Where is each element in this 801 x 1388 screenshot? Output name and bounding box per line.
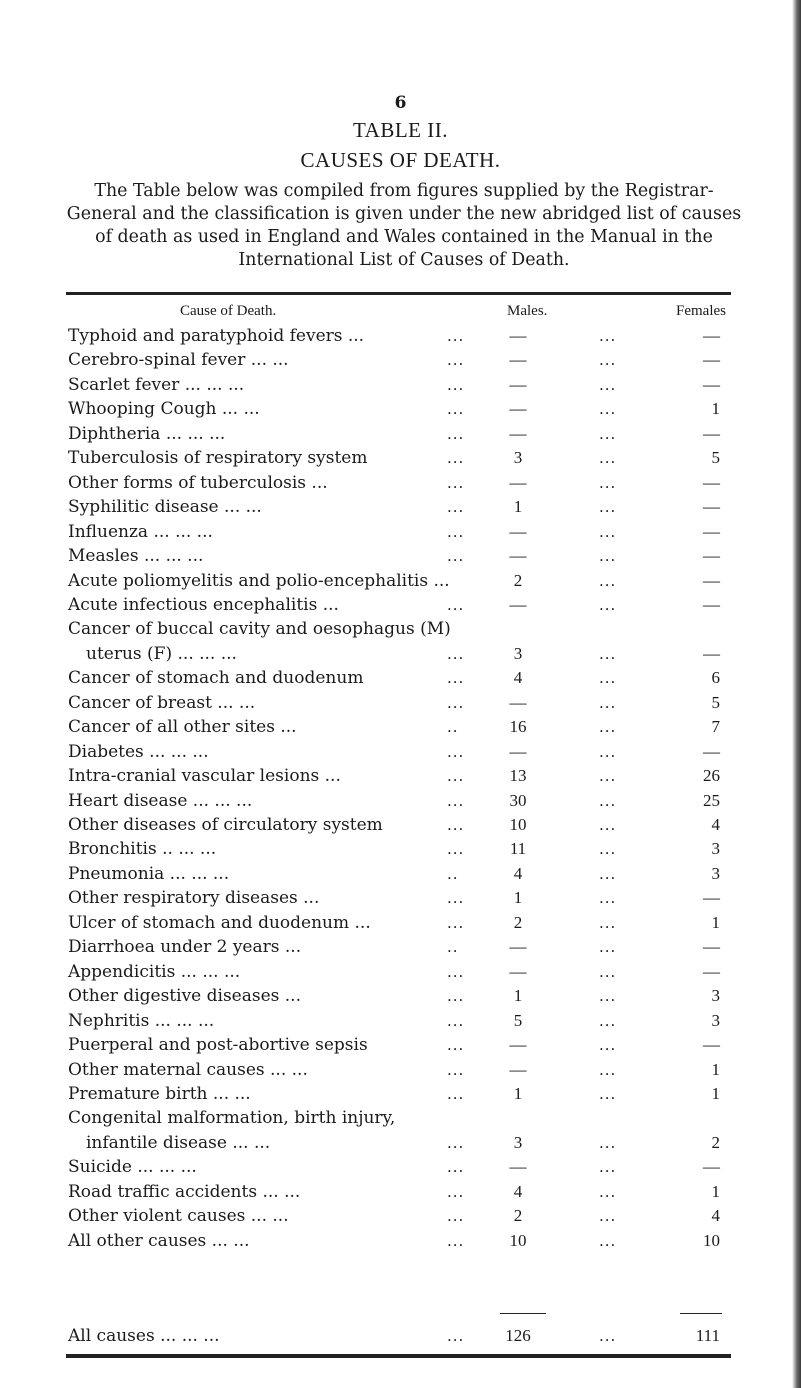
- leader-dots: ...: [447, 767, 465, 786]
- females-count: —: [703, 326, 720, 345]
- table-row: [0, 324, 801, 348]
- females-count: 1: [711, 1083, 720, 1103]
- leader-dots: ...: [599, 473, 617, 492]
- leader-dots: ...: [447, 596, 465, 614]
- table-row: [0, 544, 801, 568]
- cause-label: Other maternal causes ... ...: [68, 1059, 308, 1080]
- table-row: [0, 740, 801, 764]
- leader-dots: ...: [599, 962, 617, 981]
- table-row: [0, 789, 801, 813]
- cause-label: Acute infectious encephalitis ...: [68, 595, 339, 615]
- males-count: 2: [513, 1206, 523, 1226]
- leader-dots: ...: [599, 375, 617, 394]
- males-count: 1: [513, 888, 523, 908]
- leader-dots: ...: [447, 1011, 465, 1030]
- cause-label: Other diseases of circulatory system: [68, 815, 383, 835]
- cause-label: Diabetes ... ... ...: [68, 741, 209, 762]
- leader-dots: ...: [447, 498, 465, 517]
- leader-dots: ...: [599, 718, 617, 737]
- males-count: 10: [509, 815, 527, 834]
- leader-dots: ...: [447, 1231, 465, 1250]
- table-row: [0, 495, 801, 519]
- males-count: —: [509, 521, 527, 541]
- cause-label: Cancer of buccal cavity and oesophagus (M): [68, 619, 451, 640]
- cause-label: Premature birth ... ...: [68, 1083, 251, 1104]
- table-row: [0, 1204, 801, 1228]
- leader-dots: ...: [447, 913, 465, 932]
- leader-dots: ...: [447, 1133, 465, 1152]
- table-row: [0, 642, 801, 666]
- leader-dots: ...: [447, 1060, 465, 1079]
- females-count: 2: [711, 1132, 720, 1152]
- table-row: [0, 1106, 801, 1130]
- table-row: [0, 397, 801, 421]
- cause-label: Typhoid and paratyphoid fevers ...: [68, 326, 365, 346]
- males-count: —: [509, 326, 527, 345]
- females-count: —: [703, 472, 720, 492]
- females-count: —: [703, 643, 720, 663]
- males-count: —: [509, 961, 527, 981]
- leader-dots: ...: [599, 1207, 617, 1226]
- males-count: —: [509, 374, 527, 394]
- table-bottom-rule: [66, 1354, 731, 1358]
- leader-dots: ...: [447, 351, 465, 370]
- females-count: 3: [711, 986, 720, 1006]
- table-row: [0, 373, 801, 397]
- females-sum-rule: [680, 1313, 722, 1314]
- table-row: [0, 1009, 801, 1033]
- males-count: —: [509, 350, 527, 370]
- females-count: 3: [711, 839, 720, 859]
- males-count: —: [509, 741, 527, 761]
- males-count: 1: [513, 1083, 523, 1103]
- males-sum-rule: [500, 1313, 546, 1314]
- females-count: 25: [703, 790, 720, 810]
- table-row: [0, 886, 801, 910]
- cause-label: Diarrhoea under 2 years ...: [68, 937, 302, 958]
- leader-dots: ...: [599, 693, 617, 712]
- cause-label: Whooping Cough ... ...: [68, 399, 260, 420]
- males-count: 30: [509, 790, 527, 810]
- leader-dots: ...: [447, 547, 465, 565]
- table-row: [0, 520, 801, 544]
- table-row: [0, 1155, 801, 1179]
- leader-dots: ...: [599, 840, 617, 859]
- leader-dots: ...: [447, 987, 465, 1006]
- females-count: 1: [711, 399, 720, 419]
- leader-dots: ...: [447, 1036, 465, 1054]
- page-number: 6: [394, 93, 407, 113]
- males-count: 10: [509, 1230, 527, 1250]
- table-row: [0, 960, 801, 984]
- cause-label: Other violent causes ... ...: [68, 1206, 289, 1227]
- leader-dots: ...: [447, 449, 465, 468]
- leader-dots: ...: [447, 840, 465, 859]
- females-count: 5: [711, 692, 720, 712]
- cause-label: Syphilitic disease ... ...: [68, 497, 262, 518]
- males-count: 2: [513, 570, 523, 590]
- leader-dots: ...: [599, 1182, 617, 1201]
- cause-label: Nephritis ... ... ...: [68, 1010, 215, 1031]
- males-count: 3: [513, 448, 523, 468]
- males-count: —: [509, 1035, 527, 1054]
- females-count: —: [703, 1035, 720, 1054]
- males-count: 5: [513, 1010, 523, 1030]
- table-row: [0, 911, 801, 935]
- leader-dots: ...: [599, 424, 617, 443]
- table-row: [0, 1180, 801, 1204]
- males-count: 16: [509, 717, 527, 737]
- females-count: —: [703, 937, 720, 957]
- males-count: —: [509, 472, 527, 492]
- leader-dots: ...: [447, 1207, 465, 1226]
- cause-label: Cancer of breast ... ...: [68, 692, 256, 713]
- leader-dots: ...: [599, 571, 617, 590]
- cause-label: Ulcer of stomach and duodenum ...: [68, 912, 371, 933]
- table-row: [0, 666, 801, 690]
- table-row: [0, 813, 801, 837]
- females-count: 3: [711, 863, 720, 883]
- females-count: —: [703, 374, 720, 394]
- cause-label: Cancer of stomach and duodenum: [68, 668, 364, 689]
- leader-dots: ...: [447, 375, 465, 394]
- females-count: —: [703, 570, 720, 590]
- leader-dots: ...: [599, 938, 617, 957]
- leader-dots: ...: [599, 767, 617, 786]
- leader-dots: ...: [599, 449, 617, 468]
- table-row: [0, 617, 801, 641]
- leader-dots: ...: [599, 742, 617, 761]
- leader-dots: ...: [447, 1182, 465, 1201]
- leader-dots: ...: [599, 669, 617, 688]
- table-row: [0, 1082, 801, 1106]
- leader-dots: ...: [599, 1158, 617, 1177]
- males-count: —: [509, 546, 527, 565]
- males-count: —: [509, 937, 527, 957]
- males-count: 3: [513, 643, 523, 663]
- intro-paragraph: The Table below was compiled from figures supplied by the Registrar-General and the classification is given under the new abridged list of causes of death as used in England and Wales contained in the Manual in the International List of Causes of Death.: [66, 181, 742, 270]
- table-row: [0, 569, 801, 593]
- leader-dots: ...: [447, 1158, 465, 1177]
- females-count: —: [703, 741, 720, 761]
- leader-dots: ...: [599, 1060, 617, 1079]
- males-count: —: [509, 423, 527, 443]
- leader-dots: ...: [447, 791, 465, 810]
- males-count: 1: [513, 986, 523, 1006]
- females-count: —: [703, 350, 720, 370]
- males-count: —: [509, 399, 527, 419]
- females-count: 4: [711, 815, 720, 834]
- males-count: 2: [513, 912, 523, 932]
- leader-dots: ...: [447, 1084, 465, 1103]
- females-count: —: [703, 888, 720, 908]
- females-count: 1: [711, 912, 720, 932]
- table-row: [0, 593, 801, 617]
- leader-dots: ...: [447, 327, 465, 345]
- cause-label: Bronchitis .. ... ...: [68, 839, 217, 860]
- males-count: 4: [513, 1181, 523, 1201]
- leader-dots: ...: [447, 693, 465, 712]
- leader-dots: ...: [599, 889, 617, 908]
- cause-label: Intra-cranial vascular lesions ...: [68, 766, 341, 787]
- cause-label: Other respiratory diseases ...: [68, 888, 320, 909]
- cause-label: infantile disease ... ...: [86, 1132, 271, 1153]
- table-title: TABLE II.: [353, 118, 448, 142]
- females-total: 111: [695, 1326, 720, 1345]
- females-count: 10: [703, 1230, 720, 1250]
- leader-dots: ...: [599, 327, 617, 345]
- table-subtitle: CAUSES OF DEATH.: [300, 148, 501, 172]
- leader-dots: ...: [447, 522, 465, 541]
- cause-label: Influenza ... ... ...: [68, 521, 213, 542]
- leader-dots: ...: [447, 473, 465, 492]
- leader-dots: ...: [447, 1327, 465, 1345]
- cause-label: Acute poliomyelitis and polio-encephalitis ...: [68, 570, 450, 591]
- males-total: 126: [505, 1326, 531, 1345]
- table-row: [0, 1058, 801, 1082]
- leader-dots: ...: [599, 913, 617, 932]
- females-count: —: [703, 1157, 720, 1177]
- leader-dots: ...: [599, 864, 617, 883]
- table-row: [0, 446, 801, 470]
- males-count: 1: [513, 497, 523, 517]
- table-row: [0, 764, 801, 788]
- males-count: —: [509, 595, 527, 614]
- table-row: [0, 422, 801, 446]
- table-row: [0, 1131, 801, 1155]
- table-row: [0, 935, 801, 959]
- cause-label: All causes ... ... ...: [68, 1326, 220, 1346]
- cause-label: Cancer of all other sites ...: [68, 717, 297, 738]
- females-count: 7: [711, 717, 720, 737]
- leader-dots: ...: [599, 547, 617, 565]
- males-count: —: [509, 1157, 527, 1177]
- column-header-cause: Cause of Death.: [180, 303, 277, 319]
- females-count: 26: [703, 766, 720, 786]
- leader-dots: ...: [599, 1327, 617, 1345]
- cause-label: Heart disease ... ... ...: [68, 790, 253, 811]
- table-row: [0, 1229, 801, 1253]
- leader-dots: ...: [447, 669, 465, 688]
- females-count: 5: [711, 448, 720, 468]
- leader-dots: ..: [447, 864, 459, 883]
- table-row: [0, 837, 801, 861]
- cause-label: All other causes ... ...: [68, 1230, 250, 1251]
- females-count: 1: [711, 1181, 720, 1201]
- leader-dots: ...: [599, 791, 617, 810]
- leader-dots: ...: [447, 742, 465, 761]
- females-count: —: [703, 497, 720, 517]
- table-row-total: [0, 1324, 801, 1348]
- leader-dots: ...: [599, 1133, 617, 1152]
- leader-dots: ...: [447, 816, 465, 834]
- males-count: 3: [513, 1132, 523, 1152]
- males-count: 13: [509, 766, 527, 786]
- table-row: [0, 715, 801, 739]
- leader-dots: ...: [599, 498, 617, 517]
- leader-dots: ...: [599, 644, 617, 663]
- females-count: —: [703, 521, 720, 541]
- males-count: 11: [509, 839, 527, 859]
- cause-label: Measles ... ... ...: [68, 546, 204, 566]
- leader-dots: ...: [447, 644, 465, 663]
- leader-dots: ..: [447, 938, 459, 957]
- leader-dots: ...: [599, 522, 617, 541]
- males-count: 4: [513, 668, 523, 688]
- table-row: [0, 348, 801, 372]
- column-header-females: Females: [676, 303, 726, 319]
- cause-label: Diphtheria ... ... ...: [68, 423, 226, 444]
- females-count: 4: [711, 1206, 720, 1226]
- column-header-males: Males.: [507, 303, 548, 319]
- cause-label: Puerperal and post-abortive sepsis: [68, 1035, 368, 1055]
- leader-dots: ..: [447, 718, 459, 737]
- table-row: [0, 1033, 801, 1057]
- cause-label: Road traffic accidents ... ...: [68, 1181, 301, 1202]
- cause-label: uterus (F) ... ... ...: [86, 643, 237, 664]
- leader-dots: ...: [599, 1036, 617, 1054]
- cause-label: Tuberculosis of respiratory system: [68, 448, 368, 469]
- leader-dots: ...: [599, 596, 617, 614]
- cause-label: Suicide ... ... ...: [68, 1157, 197, 1178]
- table-row: [0, 862, 801, 886]
- females-count: —: [703, 546, 720, 565]
- cause-label: Congenital malformation, birth injury,: [68, 1108, 396, 1129]
- cause-label: Cerebro-spinal fever ... ...: [68, 350, 289, 371]
- cause-label: Appendicitis ... ... ...: [68, 961, 241, 982]
- table-row: [0, 471, 801, 495]
- females-count: —: [703, 961, 720, 981]
- leader-dots: ...: [599, 1011, 617, 1030]
- cause-label: Other forms of tuberculosis ...: [68, 472, 328, 493]
- leader-dots: ...: [599, 351, 617, 370]
- males-count: —: [509, 1059, 527, 1079]
- cause-label: Scarlet fever ... ... ...: [68, 374, 245, 395]
- table-row: [0, 691, 801, 715]
- table-row: [0, 984, 801, 1008]
- leader-dots: ...: [599, 1231, 617, 1250]
- females-count: 6: [711, 668, 720, 688]
- leader-dots: ...: [599, 987, 617, 1006]
- females-count: —: [703, 423, 720, 443]
- females-count: 1: [711, 1059, 720, 1079]
- leader-dots: ...: [599, 816, 617, 834]
- males-count: 4: [513, 863, 523, 883]
- females-count: 3: [711, 1010, 720, 1030]
- males-count: —: [509, 692, 527, 712]
- leader-dots: ...: [447, 962, 465, 981]
- cause-label: Pneumonia ... ... ...: [68, 863, 230, 884]
- leader-dots: ...: [447, 424, 465, 443]
- leader-dots: ...: [447, 400, 465, 419]
- leader-dots: ...: [447, 889, 465, 908]
- females-count: —: [703, 595, 720, 614]
- leader-dots: ...: [599, 400, 617, 419]
- leader-dots: ...: [599, 1084, 617, 1103]
- cause-label: Other digestive diseases ...: [68, 986, 301, 1007]
